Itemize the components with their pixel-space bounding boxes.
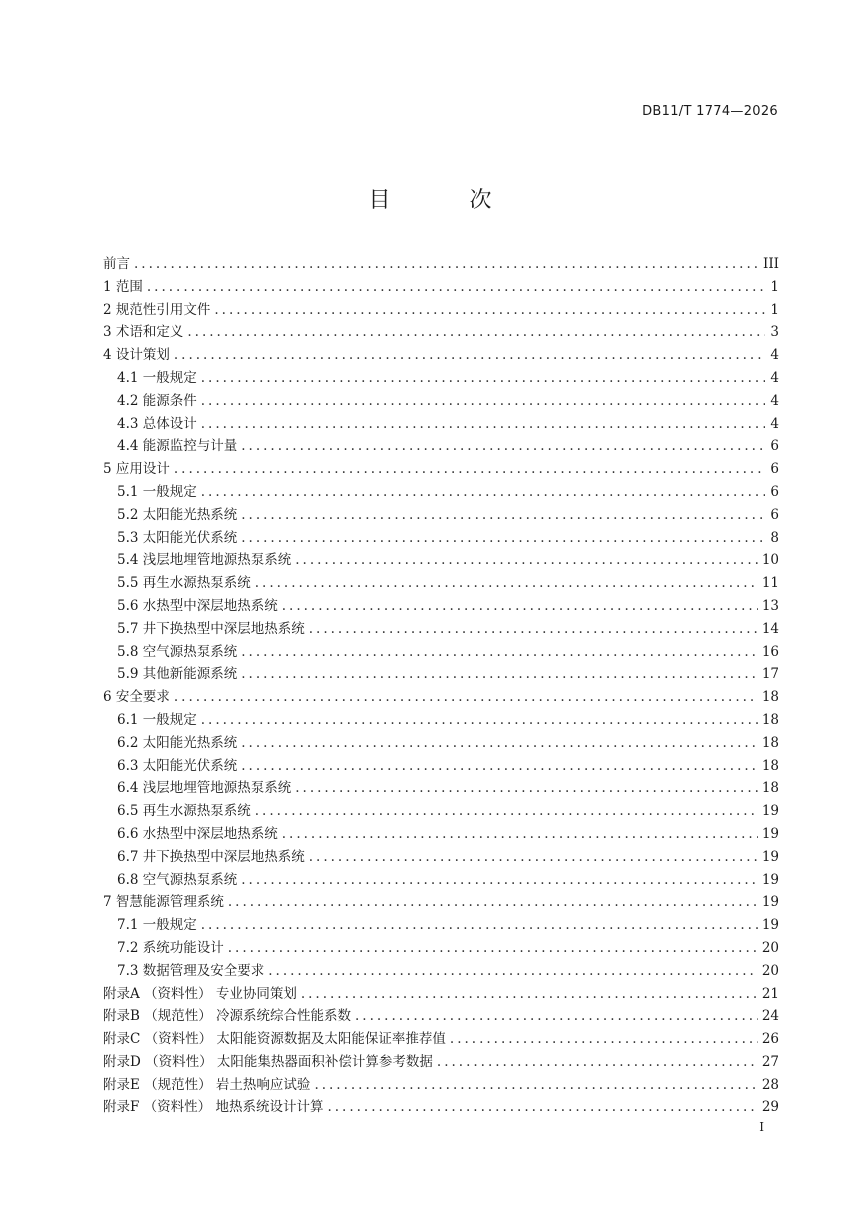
- toc-leader-dots: [437, 1051, 758, 1074]
- toc-entry-label: 5.8 空气源热泵系统: [117, 643, 238, 660]
- toc-entry-label: 6.1 一般规定: [117, 711, 197, 728]
- toc-entry[interactable]: [103, 641, 779, 664]
- toc-entry-label: 附录D （资料性） 太阳能集热器面积补偿计算参考数据: [103, 1053, 433, 1070]
- toc-entry-page: 1: [770, 278, 779, 295]
- document-code: DB11/T 1774—2026: [642, 104, 778, 119]
- toc-entry[interactable]: [103, 595, 779, 618]
- toc-entry-page: 18: [761, 711, 779, 728]
- toc-leader-dots: [174, 686, 758, 709]
- toc-entry-page: 21: [761, 985, 779, 1002]
- toc-entry-page: 6: [770, 461, 779, 478]
- toc-entry-page: 4: [770, 392, 779, 409]
- toc-entry-label: 4.4 能源监控与计量: [117, 438, 238, 455]
- toc-entry-page: 18: [761, 689, 779, 706]
- toc-entry-label: 5.6 水热型中深层地热系统: [117, 597, 278, 614]
- toc-leader-dots: [214, 299, 765, 322]
- toc-entry-page: 4: [770, 369, 779, 386]
- toc-entry-label: 6.5 再生水源热泵系统: [117, 803, 251, 820]
- toc-entry-page: 18: [761, 757, 779, 774]
- toc-entry-page: 14: [761, 620, 779, 637]
- toc-entry-page: 10: [761, 552, 779, 569]
- toc-entry-label: 4.2 能源条件: [117, 392, 197, 409]
- toc-entry[interactable]: [103, 663, 779, 686]
- toc-entry[interactable]: [103, 481, 779, 504]
- toc-entry-label: 前言: [103, 256, 130, 272]
- toc-leader-dots: [255, 572, 758, 595]
- toc-leader-dots: [241, 869, 758, 892]
- toc-entry-label: 5.7 井下换热型中深层地热系统: [117, 620, 305, 637]
- toc-leader-dots: [255, 800, 758, 823]
- toc-entry-label: 附录B （规范性） 冷源系统综合性能系数: [103, 1008, 352, 1025]
- toc-leader-dots: [228, 891, 758, 914]
- toc-entry-page: 19: [761, 871, 779, 888]
- toc-entry-page: 29: [761, 1099, 779, 1116]
- toc-leader-dots: [241, 663, 758, 686]
- toc-leader-dots: [187, 321, 765, 344]
- toc-leader-dots: [450, 1028, 758, 1051]
- toc-entry-page: 19: [761, 894, 779, 911]
- page-title: 目 次: [368, 188, 528, 213]
- toc-leader-dots: [174, 344, 765, 367]
- toc-entry-page: 26: [761, 1031, 779, 1048]
- toc-entry-page: 6: [770, 438, 779, 455]
- toc-entry-label: 6 安全要求: [103, 689, 170, 706]
- toc-entry-page: 19: [761, 917, 779, 934]
- toc-entry-page: 1: [770, 301, 779, 318]
- toc-entry-page: 19: [761, 848, 779, 865]
- toc-entry[interactable]: [103, 413, 779, 436]
- toc-entry-label: 5 应用设计: [103, 461, 170, 478]
- toc-entry[interactable]: [103, 914, 779, 937]
- toc-entry-page: 19: [761, 825, 779, 842]
- toc-entry-label: 5.4 浅层地埋管地源热泵系统: [117, 552, 292, 569]
- toc-entry-label: 4 设计策划: [103, 347, 170, 364]
- toc-entry[interactable]: [103, 869, 779, 892]
- toc-leader-dots: [201, 413, 765, 436]
- toc-entry-label: 1 范围: [103, 278, 143, 295]
- toc-entry-label: 6.4 浅层地埋管地源热泵系统: [117, 780, 292, 797]
- toc-entry-page: III: [763, 256, 779, 272]
- toc-entry-label: 7.3 数据管理及安全要求: [117, 962, 265, 979]
- toc-entry[interactable]: [103, 846, 779, 869]
- toc-entry-label: 3 术语和定义: [103, 324, 184, 341]
- toc-entry-page: 27: [761, 1053, 779, 1070]
- toc-entry-label: 5.1 一般规定: [117, 483, 197, 500]
- toc-entry[interactable]: [103, 823, 779, 846]
- toc-entry-label: 4.1 一般规定: [117, 369, 197, 386]
- table-of-contents: [103, 253, 779, 1119]
- toc-entry-label: 6.2 太阳能光热系统: [117, 734, 238, 751]
- toc-leader-dots: [295, 777, 758, 800]
- toc-entry-page: 19: [761, 803, 779, 820]
- toc-entry-page: 8: [770, 529, 779, 546]
- toc-entry[interactable]: [103, 1051, 779, 1074]
- toc-entry[interactable]: [103, 1096, 779, 1119]
- toc-entry-label: 7 智慧能源管理系统: [103, 894, 224, 911]
- toc-entry[interactable]: [103, 800, 779, 823]
- toc-leader-dots: [309, 618, 758, 641]
- toc-entry[interactable]: [103, 435, 779, 458]
- toc-leader-dots: [201, 367, 765, 390]
- toc-entry-label: 4.3 总体设计: [117, 415, 197, 432]
- toc-entry-label: 6.8 空气源热泵系统: [117, 871, 238, 888]
- toc-leader-dots: [295, 549, 758, 572]
- toc-leader-dots: [201, 709, 758, 732]
- toc-leader-dots: [282, 595, 758, 618]
- toc-entry-label: 附录A （资料性） 专业协同策划: [103, 985, 297, 1002]
- toc-leader-dots: [241, 435, 765, 458]
- toc-leader-dots: [241, 732, 758, 755]
- toc-entry[interactable]: [103, 367, 779, 390]
- toc-entry[interactable]: [103, 572, 779, 595]
- toc-entry[interactable]: [103, 390, 779, 413]
- toc-entry-label: 附录E （规范性） 岩土热响应试验: [103, 1076, 311, 1093]
- toc-leader-dots: [147, 276, 765, 299]
- toc-leader-dots: [355, 1005, 758, 1028]
- toc-entry[interactable]: [103, 618, 779, 641]
- toc-leader-dots: [241, 641, 758, 664]
- toc-entry-label: 5.3 太阳能光伏系统: [117, 529, 238, 546]
- toc-leader-dots: [201, 481, 765, 504]
- toc-entry[interactable]: [103, 1074, 779, 1097]
- toc-entry-page: 17: [761, 666, 779, 683]
- toc-entry[interactable]: [103, 937, 779, 960]
- toc-entry-page: 4: [770, 347, 779, 364]
- toc-entry-label: 6.3 太阳能光伏系统: [117, 757, 238, 774]
- toc-leader-dots: [174, 458, 765, 481]
- toc-entry-page: 18: [761, 780, 779, 797]
- toc-entry-label: 6.6 水热型中深层地热系统: [117, 825, 278, 842]
- toc-entry-page: 6: [770, 506, 779, 523]
- toc-leader-dots: [201, 390, 765, 413]
- toc-entry[interactable]: [103, 891, 779, 914]
- toc-entry-label: 附录C （资料性） 太阳能资源数据及太阳能保证率推荐值: [103, 1031, 446, 1048]
- toc-entry[interactable]: [103, 732, 779, 755]
- toc-leader-dots: [241, 755, 758, 778]
- toc-leader-dots: [282, 823, 758, 846]
- toc-entry[interactable]: [103, 983, 779, 1006]
- toc-entry-page: 4: [770, 415, 779, 432]
- toc-entry-label: 附录F （资料性） 地热系统设计计算: [103, 1099, 324, 1116]
- toc-entry-page: 20: [761, 962, 779, 979]
- toc-entry[interactable]: [103, 504, 779, 527]
- toc-entry[interactable]: [103, 549, 779, 572]
- toc-entry-page: 20: [761, 939, 779, 956]
- toc-entry-label: 5.2 太阳能光热系统: [117, 506, 238, 523]
- toc-entry-page: 16: [761, 643, 779, 660]
- toc-entry[interactable]: [103, 299, 779, 322]
- toc-leader-dots: [327, 1096, 757, 1119]
- toc-entry-label: 6.7 井下换热型中深层地热系统: [117, 848, 305, 865]
- toc-entry[interactable]: [103, 755, 779, 778]
- toc-leader-dots: [268, 960, 758, 983]
- toc-leader-dots: [241, 504, 765, 527]
- toc-entry-page: 3: [770, 324, 779, 341]
- toc-entry[interactable]: [103, 276, 779, 299]
- toc-entry-page: 13: [761, 597, 779, 614]
- toc-entry[interactable]: [103, 777, 779, 800]
- toc-leader-dots: [241, 527, 765, 550]
- toc-entry[interactable]: [103, 321, 779, 344]
- toc-entry[interactable]: [103, 527, 779, 550]
- toc-entry-page: 18: [761, 734, 779, 751]
- toc-entry[interactable]: [103, 1005, 779, 1028]
- toc-entry-page: 11: [761, 575, 779, 592]
- toc-entry[interactable]: [103, 1028, 779, 1051]
- toc-leader-dots: [201, 914, 758, 937]
- toc-entry-label: 7.1 一般规定: [117, 917, 197, 934]
- toc-leader-dots: [301, 983, 758, 1006]
- toc-entry-page: 24: [761, 1008, 779, 1025]
- toc-entry-page: 28: [761, 1076, 779, 1093]
- toc-entry-label: 2 规范性引用文件: [103, 301, 211, 318]
- toc-entry[interactable]: [103, 709, 779, 732]
- page-number: I: [759, 1120, 764, 1134]
- toc-entry-label: 7.2 系统功能设计: [117, 939, 224, 956]
- toc-entry[interactable]: [103, 960, 779, 983]
- toc-leader-dots: [309, 846, 758, 869]
- toc-entry[interactable]: [103, 344, 779, 367]
- toc-entry[interactable]: [103, 253, 779, 276]
- toc-entry-page: 6: [770, 483, 779, 500]
- toc-entry-label: 5.9 其他新能源系统: [117, 666, 238, 683]
- toc-leader-dots: [314, 1074, 757, 1097]
- toc-leader-dots: [134, 253, 759, 276]
- toc-entry-label: 5.5 再生水源热泵系统: [117, 575, 251, 592]
- toc-leader-dots: [228, 937, 758, 960]
- toc-entry[interactable]: [103, 686, 779, 709]
- toc-entry[interactable]: [103, 458, 779, 481]
